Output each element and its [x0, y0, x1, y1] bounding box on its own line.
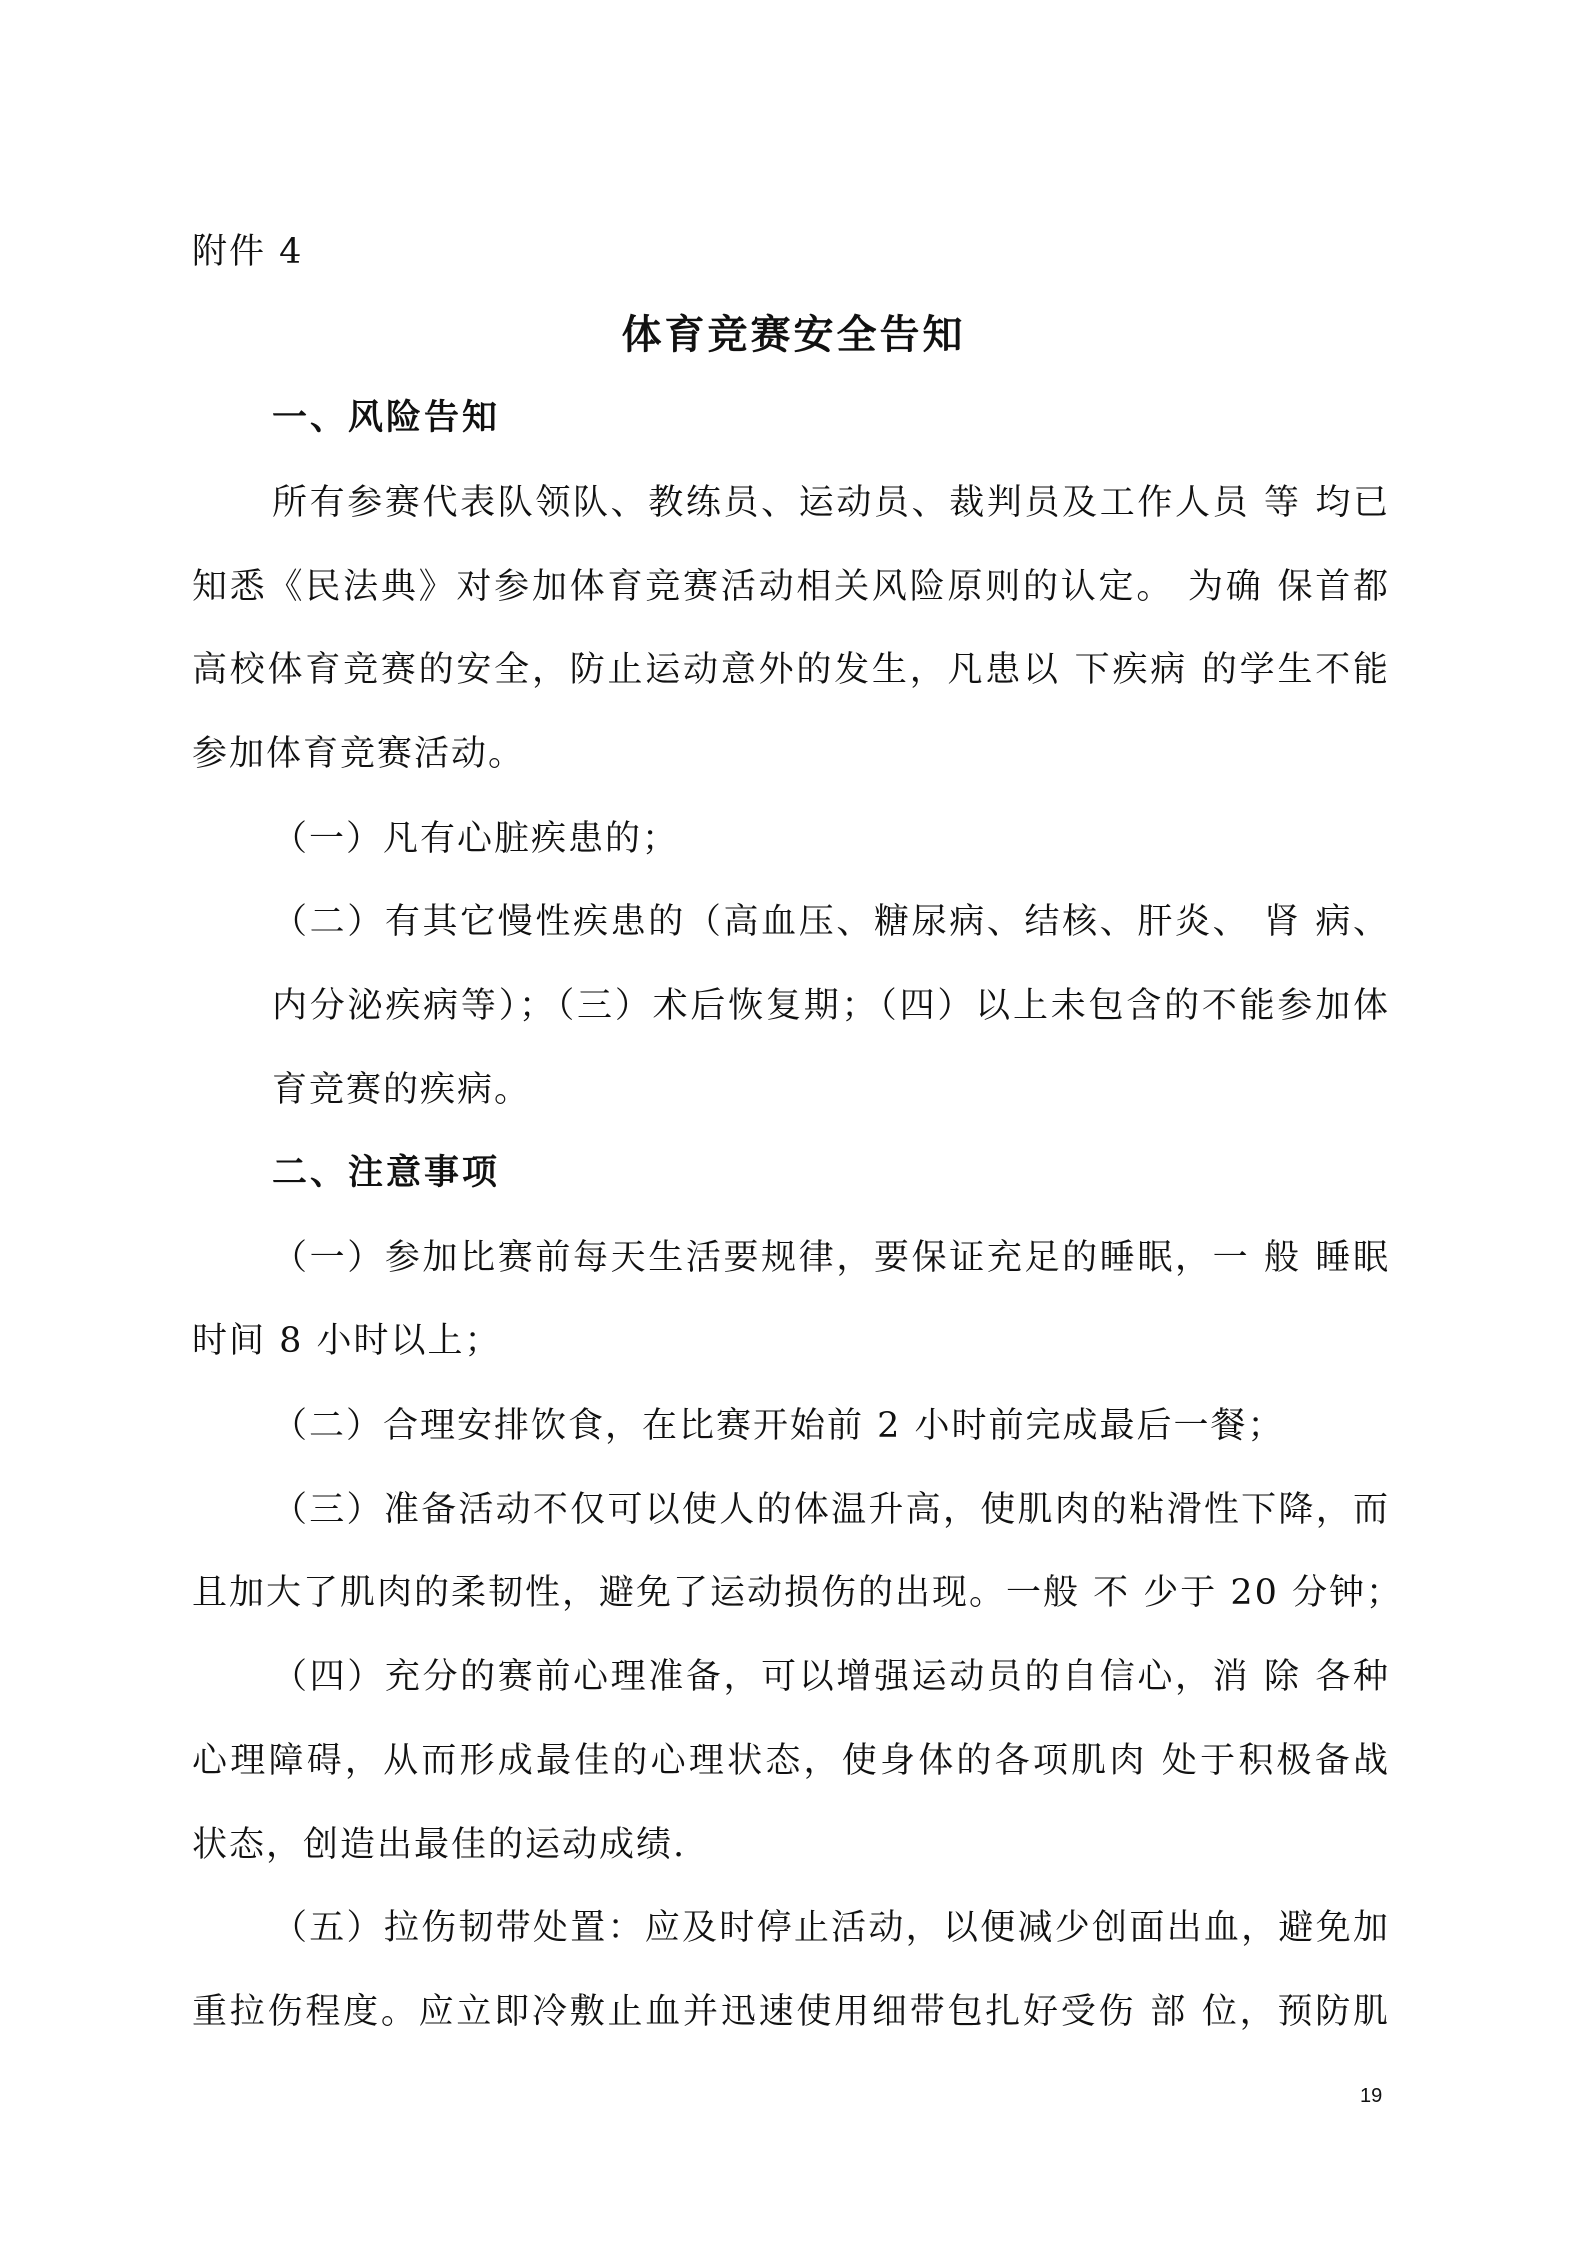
precautions-item-5-line-2: 重拉伤程度。应立即冷敷止血并迅速使用细带包扎好受伤 部 位，预防肌 [192, 1992, 1390, 2032]
precautions-item-4-line-1: （四）充分的赛前心理准备，可以增强运动员的自信心，消 除 各种 [272, 1657, 1390, 1697]
precautions-item-1-line-1: （一）参加比赛前每天生活要规律，要保证充足的睡眠，一 般 睡眠 [272, 1238, 1390, 1278]
risk-notice-item-1: （一）凡有心脏疾患的； [272, 819, 680, 859]
risk-notice-line-2: 知悉《民法典》对参加体育竞赛活动相关风险原则的认定。 为确 保首都 [192, 567, 1390, 607]
risk-notice-item-2-line-2: 内分泌疾病等）；（三）术后恢复期；（四）以上未包含的不能参加体 [272, 986, 1390, 1026]
risk-notice-item-2-line-1: （二）有其它慢性疾患的（高血压、糖尿病、结核、肝炎、 肾 病、 [272, 902, 1390, 942]
risk-notice-line-4: 参加体育竞赛活动。 [192, 734, 526, 774]
section-heading-precautions: 二、注意事项 [272, 1153, 501, 1193]
precautions-item-1-line-2: 时间 8 小时以上； [192, 1321, 502, 1361]
precautions-item-2: （二）合理安排饮食，在比赛开始前 2 小时前完成最后一餐； [272, 1406, 1285, 1446]
risk-notice-item-2-line-3: 育竞赛的疾病。 [272, 1070, 532, 1110]
precautions-item-4-line-2: 心理障碍，从而形成最佳的心理状态，使身体的各项肌肉 处于积极备战 [192, 1741, 1390, 1781]
precautions-item-3-line-1: （三）准备活动不仅可以使人的体温升高，使肌肉的粘滑性下降，而 [272, 1490, 1390, 1530]
precautions-item-5-line-1: （五）拉伤韧带处置：应及时停止活动，以便减少创面出血，避免加 [272, 1908, 1390, 1948]
section-heading-risk-notice: 一、风险告知 [272, 398, 501, 438]
precautions-item-3-line-2: 且加大了肌肉的柔韧性，避免了运动损伤的出现。一般 不 少于 20 分钟； [192, 1573, 1404, 1613]
risk-notice-line-1: 所有参赛代表队领队、教练员、运动员、裁判员及工作人员 等 均已 [272, 483, 1390, 523]
risk-notice-line-3: 高校体育竞赛的安全，防止运动意外的发生，凡患以 下疾病 的学生不能 [192, 650, 1390, 690]
document-title: 体育竞赛安全告知 [621, 312, 966, 358]
precautions-item-4-line-3: 状态，创造出最佳的运动成绩. [192, 1825, 687, 1865]
page-number: 19 [1360, 2085, 1383, 2107]
attachment-label: 附件 4 [192, 232, 304, 272]
